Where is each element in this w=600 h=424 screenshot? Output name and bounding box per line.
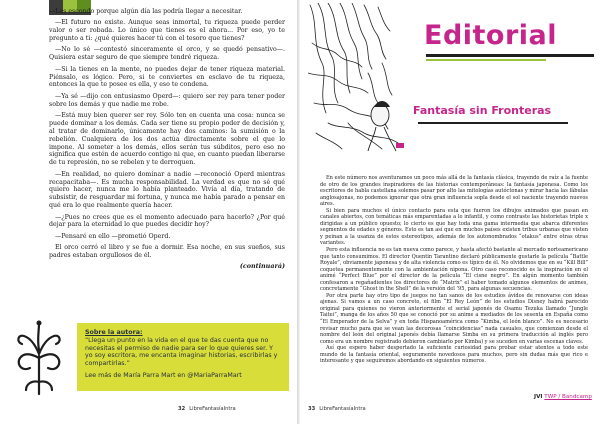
story-paragraph: —El futuro no existe. Aunque seas inmortal, tu riqueza puede perder valor o ser robada. Lo único que tienes es el ahora... Por eso, yo te pregunto a ti: ¿qué quieres hacer tú con el tesoro que tienes? bbox=[49, 19, 285, 43]
author-box-title: Sobre la autora: bbox=[85, 329, 143, 336]
story-paragraph: El orco cerró el libro y se fue a dormir. Esa noche, en sus sueños, sus padres estaban orgullosos de él. bbox=[49, 244, 285, 259]
story-paragraph: —En realidad, no quiero dominar a nadie —reconoció Operd mientras recapacitaba—. Es mucha responsabilidad. La verdad es que no sé qué quiero hacer, nunca me lo había planteado. Vivía al día, tratando de subsistir, de resguardar mi fortuna, y nunca me había parado a pensar en qué era lo que realmente quería hacer. bbox=[49, 170, 285, 210]
story-paragraph: —Las escondo porque algún día las podría llegar a necesitar. bbox=[49, 8, 243, 15]
story-paragraph: —Pensaré en ello —prometió Operd. bbox=[55, 232, 171, 240]
editorial-paragraph: Así que espero haber despertado la suficiente curiosidad para probar estar atentos a todo este mundo de la fantasía oriental, seguramente novedosos para muchos, pero sin dudas más que rico e interesante y que seguiremos abordando en siguientes números. bbox=[320, 345, 588, 365]
editor-links[interactable]: TWP / Bandcamp bbox=[544, 394, 592, 400]
flourish-ornament-icon bbox=[10, 318, 68, 398]
story-paragraph: —Ya sé —dijo con entusiasmo Operd—: quiero ser rey para tener poder sobre los demás y que nadie me robe. bbox=[49, 92, 285, 108]
continuara-label: (continuará) bbox=[239, 262, 285, 271]
subtitle-rule bbox=[418, 122, 568, 124]
page-number: 32 bbox=[178, 406, 186, 412]
editorial-subtitle: Fantasía sin Fronteras bbox=[413, 104, 552, 117]
story-paragraph: —Está muy bien querer ser rey. Sólo ten en cuenta una cosa: nunca se puede dominar a los demás. Cada ser tiene su propio poder de decisión y, al tratar de dominarlo, únicamente hay dos caminos: la sumisión o la rebelión. Cualquiera de los dos actúa directamente sobre el que lo impone. Al someter a los demás, ellos serán tus súbditos, pero eso no significa que estén de acuerdo contigo ni que, en cuanto puedan liberarse de tu represión, no se rebelen y te derroquen. bbox=[49, 111, 285, 167]
title-rule-lime bbox=[426, 59, 546, 61]
magazine-name: LibreFantasíaIntra bbox=[189, 406, 236, 412]
magazine-name: LibreFantasíaIntra bbox=[319, 406, 366, 412]
editorial-paragraph: Si bien para muchos el único contacto para esta que fueron los dibujos animados que pasan en canales abiertos, con temáticas más emparentadas a lo infantil, y como contraste las historietas triple x dirigidas a un público opuesto; lo cierto es que hay toda una gama intermedia que abarca diferentes segmentos de edades y géneros. Esto es tan así que en muchos países existen tribus urbanas que visten y peinan a la usanza de estos estereotipos, además de los autonombrados “otakus” entre otras otras variantes. bbox=[320, 207, 588, 247]
title-rule-dark bbox=[426, 54, 594, 57]
editor-signature bbox=[534, 394, 592, 400]
left-page bbox=[0, 0, 298, 424]
editor-initials: JVI bbox=[534, 394, 543, 400]
story-paragraph: —¿Pues no crees que es el momento adecuado para hacerlo? ¿Por qué dejar para la eternidad lo que puedes decidir hoy? bbox=[49, 213, 285, 229]
editorial-paragraph: En este número nos aventuramos un poco más allá de la fantasía clásica, trayendo de raíz a la fuente de otro de los grandes inspiradores de las historias contemporáneas: la fantasía japonesa. Como los escritores de habla castellana solemos pasar por alto las mitologías autóctonas y mirar hacia las fábulas anglosajonas, no podemos ignorar que otra gran influencia sopla desde el sol naciente trayendo nuevos aires. bbox=[320, 175, 588, 208]
editorial-paragraph: Pero esta influencia no es tan nueva como parece, y hasta afectó bastante al mercado norteamericano que tanto consumimos. El director Quentin Tarantino declaró públicamente gustarle la película “Battle Royale”, obviamente japonesa y de alta violencia como es típico de él. No olvidemos que en su “Kill Bill” coquetea permanentemente con la ambientación nipona. Otro caso reconocido es la inspiración en el animé “Perfect Blue” por el director de la película “El cisne negro”. En algún momento también confesaron a regañadientes los directores de “Matrix” el haber tomado algunos elementos de animes, concretamente “Ghost in the Shell” de la versión del ’95, para algunas secuencias. bbox=[320, 247, 588, 293]
author-box bbox=[77, 323, 289, 391]
editorial-title: Editorial bbox=[424, 20, 558, 51]
author-quote: “Llega un punto en la vida en el que te das cuenta que no necesitas el permiso de nadie para ser lo que quieres ser. Y yo soy escritora, me encanta imaginar historias, escribirlas y compartirlas.” bbox=[85, 336, 278, 368]
ink-illustration bbox=[308, 3, 418, 153]
author-signature[interactable]: Lee más de María Parra Mart en @MariaParraMart bbox=[85, 371, 242, 379]
story-paragraph: —No lo sé —contestó sinceramente el orco, y se quedó pensativo—. Quisiera estar seguro de que siempre tendré riqueza. bbox=[49, 46, 285, 62]
page-number: 33 bbox=[308, 406, 316, 412]
editorial-text bbox=[320, 175, 588, 365]
story-paragraph: —Si la tienes en la mente, no puedes dejar de tener riqueza material. Piénsalo, es lógico. Pero, si te conviertes en esclavo de tu riqueza, entonces la que te posee es ella, y eso te condena. bbox=[49, 65, 285, 89]
editorial-paragraph: Por otra parte hay otro tipo de juegos no tan sanos de los estudios ávidos de renovarse con ideas ajenas. Si vamos a un caso concreto, el film “El Rey León” de los estudios Disney habrá parecido original para quienes no vieron anteriormente el serial japonés de Osamu Tezuka llamado “Jungle Taitei”, manga de los años 50 que se conoció por su anime a mediados de los sesenta en España como “El Emperador de la Selva” y en toda Hispanoamérica como “Kimba, el león blanco”. No es necesario revisar mucho para que se vean las decorosas “coincidencias” nada casuales, que comienzan desde el nombre del león del original japonés debía llamarse Simba en su primera traducción al inglés pero como era un nombre registrado debieron cambiarlo por Kimba) y se suceden en varias escenas claves. bbox=[320, 292, 588, 345]
page-folio bbox=[178, 406, 236, 412]
story-text bbox=[49, 8, 285, 271]
page-folio bbox=[308, 406, 366, 412]
